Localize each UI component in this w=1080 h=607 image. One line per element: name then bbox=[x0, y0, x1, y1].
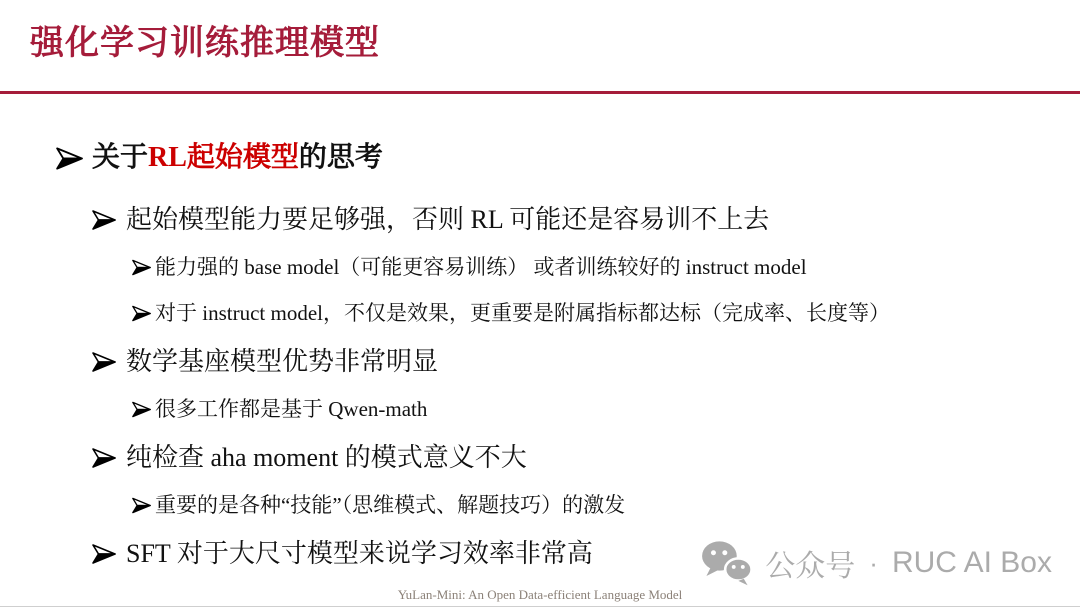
arrow-bullet-icon bbox=[92, 441, 126, 470]
arrow-bullet-icon bbox=[92, 537, 126, 566]
wechat-icon bbox=[701, 540, 753, 586]
bullet-item bbox=[132, 299, 1080, 327]
bullet-text bbox=[92, 139, 383, 177]
page-title: 强化学习训练推理模型 bbox=[30, 24, 380, 62]
bullet-list bbox=[0, 94, 1080, 571]
bullet-item bbox=[92, 203, 1080, 237]
bullet-item bbox=[132, 253, 1080, 281]
main-point-prefix: 关于 bbox=[92, 142, 149, 173]
arrow-bullet-icon bbox=[92, 345, 126, 374]
slide-footer: YuLan-Mini: An Open Data-efficient Language Model bbox=[397, 587, 683, 602]
bullet-text: SFT 对于大尺寸模型来说学习效率非常高 bbox=[126, 539, 593, 568]
bullet-item bbox=[92, 441, 1080, 475]
arrow-bullet-icon bbox=[132, 491, 155, 515]
bullet-item-main bbox=[56, 139, 1080, 177]
bullet-item bbox=[132, 395, 1080, 423]
watermark-brand: RUC AI Box bbox=[891, 546, 1052, 579]
bullet-text: 重要的是各种“技能”（思维模式、解题技巧）的激发 bbox=[155, 493, 626, 517]
arrow-bullet-icon bbox=[92, 203, 126, 232]
bullet-text: 数学基座模型优势非常明显 bbox=[126, 347, 439, 376]
bullet-text: 纯检查 aha moment 的模式意义不大 bbox=[126, 443, 527, 472]
bullet-item bbox=[132, 491, 1080, 519]
watermark-label: 公众号 bbox=[765, 550, 856, 583]
arrow-bullet-icon bbox=[132, 299, 155, 323]
bullet-text: 能力强的 base model（可能更容易训练） 或者训练较好的 instruct model bbox=[155, 255, 807, 279]
arrow-bullet-icon bbox=[56, 139, 92, 172]
bullet-text: 起始模型能力要足够强，否则 RL 可能还是容易训不上去 bbox=[126, 205, 770, 234]
bullet-item bbox=[92, 345, 1080, 379]
main-point-suffix: 的思考 bbox=[298, 142, 383, 173]
arrow-bullet-icon bbox=[132, 253, 155, 277]
bullet-text: 很多工作都是基于 Qwen-math bbox=[155, 397, 428, 421]
main-point-highlight: RL起始模型 bbox=[148, 142, 299, 173]
title-bar bbox=[0, 0, 1080, 64]
arrow-bullet-icon bbox=[132, 395, 155, 419]
bullet-text: 对于 instruct model，不仅是效果，更重要是附属指标都达标（完成率、长度等） bbox=[155, 301, 890, 325]
watermark-separator: · bbox=[869, 547, 878, 578]
watermark bbox=[701, 540, 1052, 586]
